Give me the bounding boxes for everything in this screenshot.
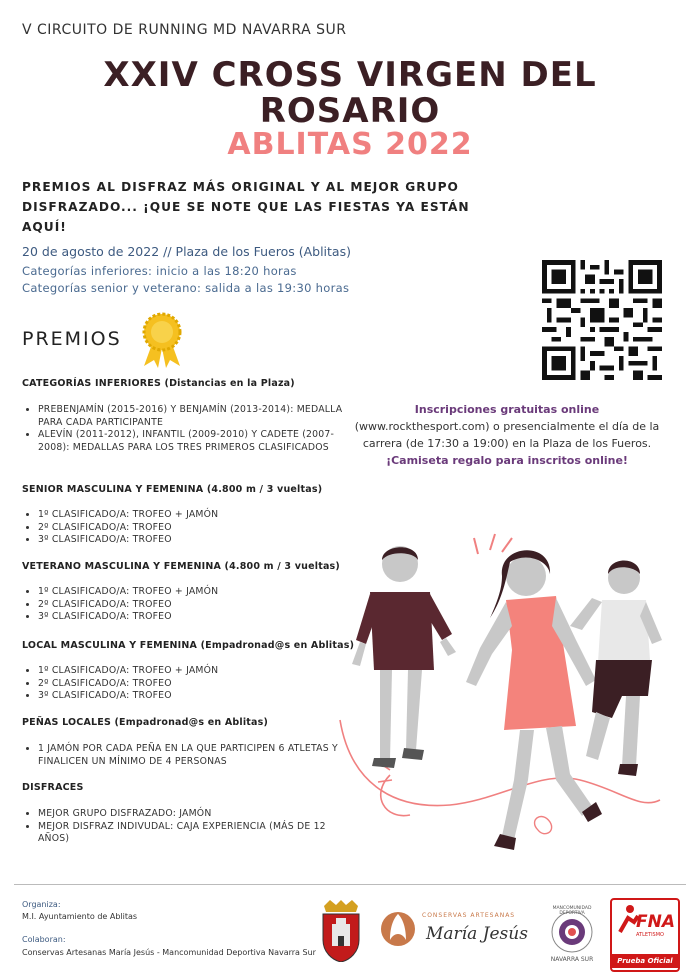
list-item: • MEJOR DISFRAZ INDIVUDAL: CAJA EXPERIENCIA (MÁS DE 12 AÑOS) — [38, 821, 358, 846]
circuit-name: V CIRCUITO DE RUNNING MD NAVARRA SUR — [22, 22, 347, 38]
camiseta-text: ¡Camiseta regalo para inscritos online! — [386, 454, 628, 467]
promo-text: PREMIOS AL DISFRAZ MÁS ORIGINAL Y AL MEJOR GRUPO DISFRAZADO... ¡QUE SE NOTE QUE LAS FIESTAS YA ESTÁN AQUÍ! — [22, 180, 470, 234]
inscripciones-rest: (www.rockthesport.com) o presencialmente el día de la carrera (de 17:30 a 19:00) en la Plaza de los Fueros. — [354, 420, 660, 450]
mancomunidad-logo-bottom: NAVARRA SUR — [550, 956, 594, 963]
list-item: • 1º CLASIFICADO/A: TROFEO + JAMÓN — [38, 509, 358, 522]
section-penas-title: PEÑAS LOCALES (Empadronad@s en Ablitas) — [22, 717, 269, 728]
conservas-circle-logo — [380, 906, 416, 952]
cat-senior-time: Categorías senior y veterano: salida a las 19:30 horas — [22, 281, 350, 295]
section-disfraces-list — [22, 808, 358, 846]
runners-illustration — [330, 530, 670, 850]
mancomunidad-logo-top: MANCOMUNIDAD DEPORTIVA — [552, 906, 592, 916]
premios-title: PREMIOS — [22, 328, 122, 350]
title-line-2: ROSARIO — [259, 91, 441, 131]
section-disfraces-title: DISFRACES — [22, 782, 84, 793]
list-item: • 2º CLASIFICADO/A: TROFEO — [38, 599, 358, 612]
section-senior-list — [22, 509, 358, 547]
cat-inferior-time: Categorías inferiores: inicio a las 18:20 horas — [22, 264, 297, 278]
medal-icon — [140, 310, 184, 368]
organiza-label: Organiza: — [22, 900, 61, 909]
colaboran-value: Conservas Artesanas María Jesús - Mancomunidad Deportiva Navarra Sur — [22, 948, 316, 957]
list-item: • 1º CLASIFICADO/A: TROFEO + JAMÓN — [38, 586, 358, 599]
list-item: • 1º CLASIFICADO/A: TROFEO + JAMÓN — [38, 665, 358, 678]
colaboran-label: Colaboran: — [22, 935, 66, 944]
section-veterano-list — [22, 586, 358, 624]
inscripciones-bold: Inscripciones gratuitas online — [414, 403, 600, 416]
event-date: 20 de agosto de 2022 // Plaza de los Fueros (Ablitas) — [22, 244, 351, 259]
fna-logo-sub: ATLETISMO — [636, 932, 664, 938]
section-veterano-title: VETERANO MASCULINA Y FEMENINA (4.800 m / 3 vueltas) — [22, 561, 340, 572]
section-inferiores-title: CATEGORÍAS INFERIORES (Distancias en la Plaza) — [22, 378, 295, 389]
section-senior-title: SENIOR MASCULINA Y FEMENINA (4.800 m / 3 vueltas) — [22, 484, 323, 495]
list-item: • 2º CLASIFICADO/A: TROFEO — [38, 522, 358, 535]
prueba-oficial-badge: Prueba Oficial — [612, 954, 678, 968]
fna-logo — [610, 898, 680, 972]
inscripciones-info — [348, 401, 666, 469]
section-penas-list — [22, 743, 358, 768]
section-inferiores-list — [22, 404, 358, 454]
list-item: • 3º CLASIFICADO/A: TROFEO — [38, 611, 358, 624]
list-item: • 3º CLASIFICADO/A: TROFEO — [38, 690, 358, 703]
qr-code[interactable] — [542, 260, 662, 380]
ablitas-coat-of-arms-logo — [318, 900, 364, 962]
section-local-list — [22, 665, 358, 703]
fna-logo-text: FNA — [636, 912, 675, 932]
list-item: • PREBENJAMÍN (2015-2016) Y BENJAMÍN (2013-2014): MEDALLA PARA CADA PARTICIPANTE — [38, 404, 358, 429]
conservas-logo-top: CONSERVAS ARTESANAS — [422, 912, 516, 919]
list-item: • ALEVÍN (2011-2012), INFANTIL (2009-2010) Y CADETE (2007-2008): MEDALLAS PARA LOS TRES PRIMEROS CLASIFICADOS — [38, 429, 358, 454]
section-local-title: LOCAL MASCULINA Y FEMENINA (Empadronad@s en Ablitas) — [22, 640, 355, 651]
list-item: • 2º CLASIFICADO/A: TROFEO — [38, 678, 358, 691]
conservas-logo-name: María Jesús — [426, 924, 528, 944]
footer-divider — [14, 884, 686, 885]
list-item: • MEJOR GRUPO DISFRAZADO: JAMÓN — [38, 808, 358, 821]
organiza-value: M.I. Ayuntamiento de Ablitas — [22, 912, 138, 921]
title-line-1: XXIV CROSS VIRGEN DEL — [103, 55, 597, 95]
title-line-3: ABLITAS 2022 — [227, 127, 473, 162]
list-item: • 3º CLASIFICADO/A: TROFEO — [38, 534, 358, 547]
list-item: • 1 JAMÓN POR CADA PEÑA EN LA QUE PARTICIPEN 6 ATLETAS Y FINALICEN UN MÍNIMO DE 4 PERSONAS — [38, 743, 358, 768]
